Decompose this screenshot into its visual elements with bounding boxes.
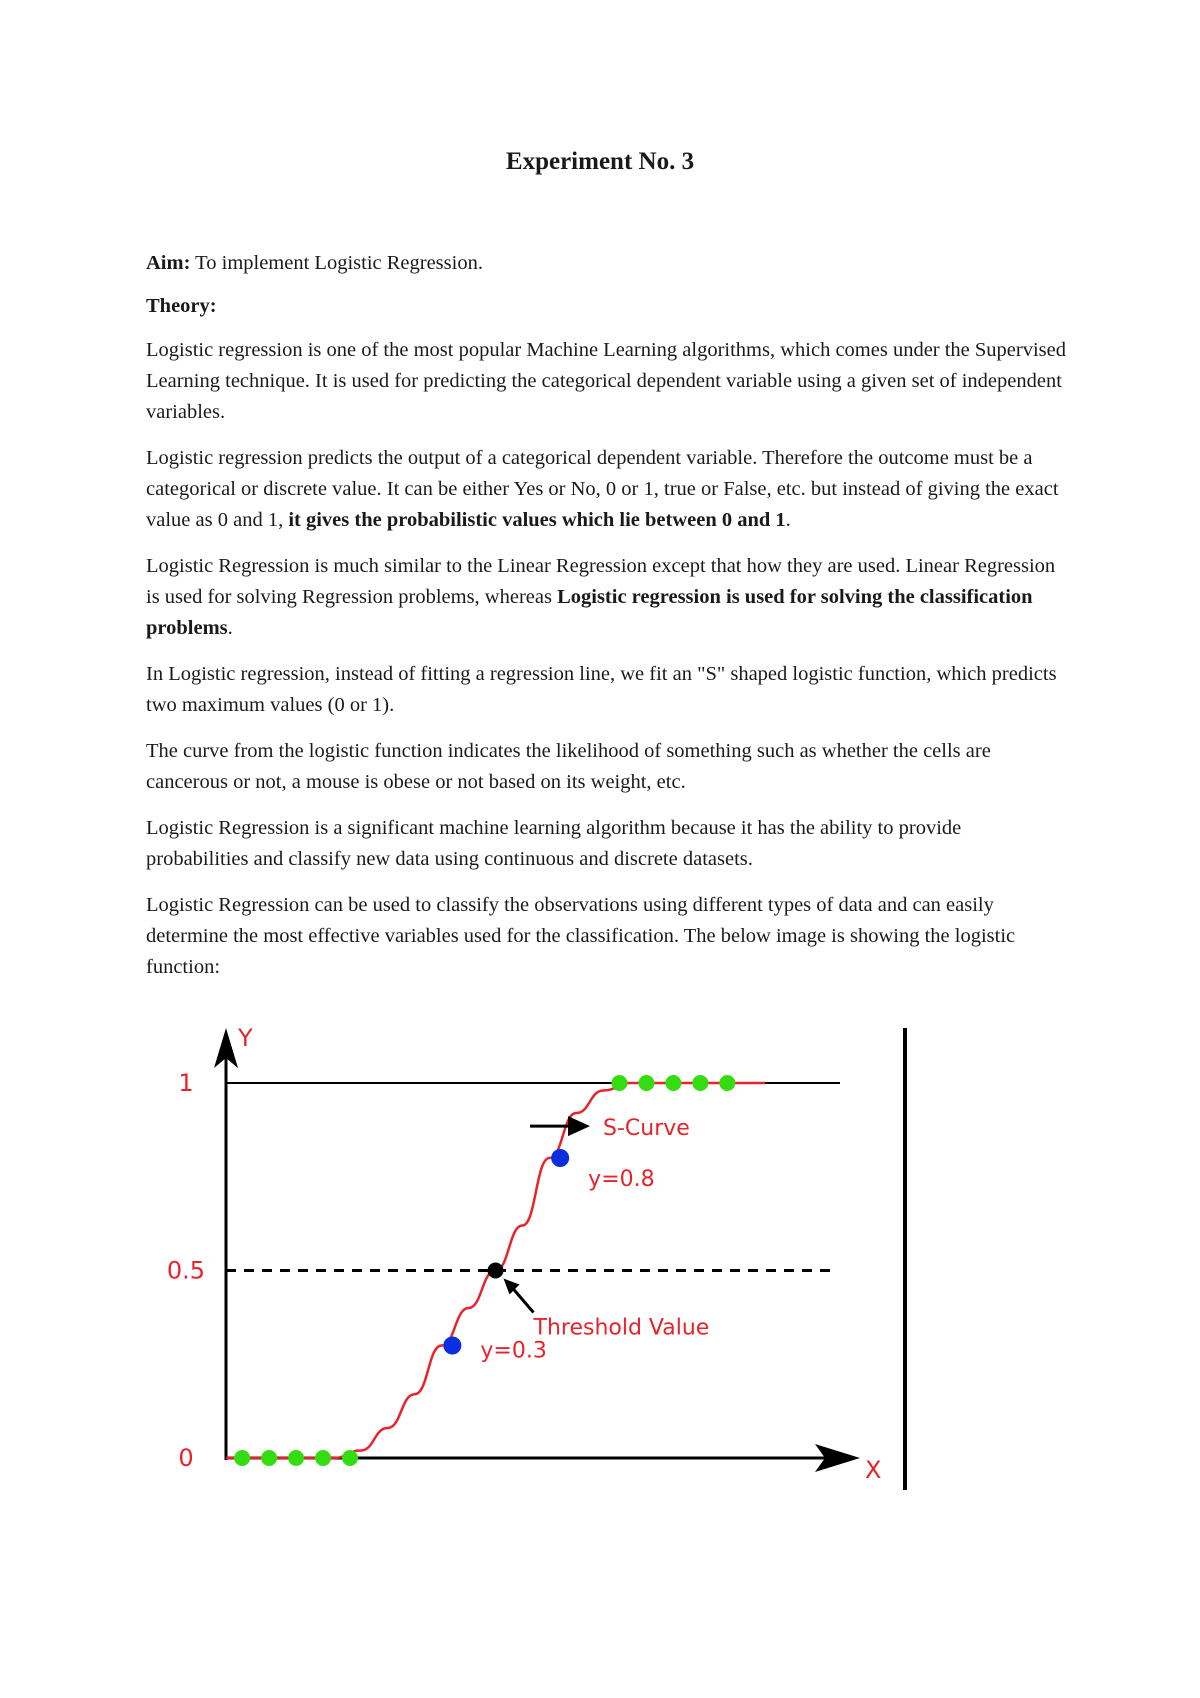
class-0-point: [288, 1450, 304, 1466]
highlight-point: [551, 1149, 569, 1167]
class-0-point: [315, 1450, 331, 1466]
paragraph-2-text: Logistic regression predicts the output of a categorical dependent variable. Therefore the outcome must be a categorical or discrete value. It can be either Yes or No, 0 or 1, true or False, etc. but instead of giving the exact value as 0 and 1,: [146, 447, 1059, 531]
threshold-point: [488, 1263, 504, 1279]
class-1-point: [665, 1075, 681, 1091]
y-tick-label: 0: [178, 1444, 194, 1472]
class-0-point: [234, 1450, 250, 1466]
paragraph-5: The curve from the logistic function indicates the likelihood of something such as whether the cells are cancerous or not, a mouse is obese or not based on its weight, etc.: [146, 740, 991, 793]
paragraph-1: Logistic regression is one of the most popular Machine Learning algorithms, which comes under the Supervised Learning technique. It is used for predicting the categorical dependent variable using a given set of independent variables.: [146, 339, 1067, 423]
page-title: Experiment No. 3: [505, 148, 695, 175]
highlight-point: [443, 1337, 461, 1355]
x-axis-label: X: [865, 1456, 882, 1484]
paragraph-2-end: .: [785, 509, 791, 531]
document-body: [146, 248, 1066, 998]
logistic-chart: [150, 1028, 920, 1498]
class-1-point: [638, 1075, 654, 1091]
paragraph-4: In Logistic regression, instead of fitting a regression line, we fit an "S" shaped logistic function, which predicts two maximum values (0 or 1).: [146, 663, 1057, 716]
paragraph-2: [146, 443, 1066, 536]
class-0-point: [261, 1450, 277, 1466]
paragraph-7: Logistic Regression can be used to classify the observations using different types of data and can easily determine the most effective variables used for the classification. The below image is showing the logistic function:: [146, 894, 1016, 978]
class-1-point: [611, 1075, 627, 1091]
s-curve-arrow-icon: [568, 1116, 590, 1136]
class-0-point: [342, 1450, 358, 1466]
threshold-value-label: Threshold Value: [533, 1315, 710, 1341]
paragraph-3-text: Logistic Regression is much similar to the Linear Regression except that how they are used. Linear Regression is used for solving Regression problems, whereas: [146, 555, 1056, 608]
y-tick-label: 1: [178, 1069, 194, 1097]
paragraph-2-bold: it gives the probabilistic values which lie between 0 and 1: [288, 509, 786, 531]
aim-paragraph: [146, 248, 1066, 279]
theory-heading: Theory:: [146, 295, 217, 317]
highlight-point-label: y=0.8: [588, 1167, 655, 1192]
paragraph-6: Logistic Regression is a significant machine learning algorithm because it has the ability to provide probabilities and classify new data using continuous and discrete datasets.: [146, 817, 962, 870]
paragraph-3: [146, 551, 1066, 644]
class-1-point: [692, 1075, 708, 1091]
highlight-point-label: y=0.3: [480, 1338, 547, 1364]
paragraph-3-end: .: [227, 617, 233, 639]
class-1-point: [719, 1075, 735, 1091]
y-axis-label: Y: [238, 1028, 253, 1052]
logistic-function-figure: [150, 1028, 920, 1498]
y-tick-label: 0.5: [166, 1256, 206, 1285]
aim-text: To implement Logistic Regression.: [190, 252, 483, 274]
s-curve-label: S-Curve: [603, 1116, 690, 1142]
aim-label: Aim:: [146, 252, 191, 274]
paragraph-3-bold: Logistic regression is used for solving the classification problems: [146, 586, 1033, 639]
